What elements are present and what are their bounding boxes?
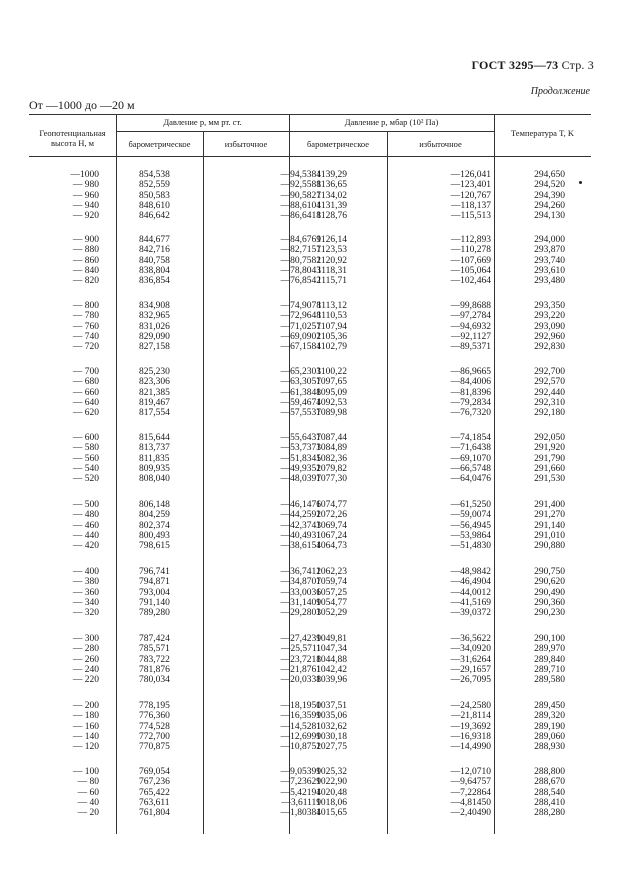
excess-mbar-values: —86,9665 —84,4006 —81,8396 —79,2834 —76,7320 <box>450 367 491 419</box>
document-header <box>471 58 594 73</box>
excess-mm-values: —74,9078 —72,9648 —71,0257 —69,0902 —67,1584 <box>280 301 321 353</box>
excess-mbar-values: —61,5250 —59,0074 —56,4945 —53,9864 —51,4830 <box>450 500 491 552</box>
excess-mbar-values: —12,0710 —9,64757 —7,22864 —4,81450 —2,40490 <box>450 767 491 819</box>
table-top-rule <box>29 114 591 115</box>
excess-mm-values: —65,2303 —63,3057 —61,3848 —59,4674 —57,5537 <box>280 367 321 419</box>
temperature-column-header: Температура T, K <box>510 128 575 138</box>
excess-mm-values: —18,1950 —16,3599 —14,5281 —12,6999 —10,8752 <box>280 701 321 753</box>
barometric-mm-values: 769,054 767,236 765,422 763,611 761,804 <box>139 767 170 819</box>
height-column-header: Геопотенциальная высота H, м <box>39 128 106 148</box>
excess-mbar-header: избыточное <box>419 139 462 149</box>
column-divider <box>203 131 204 834</box>
excess-mbar-values: —99,8688 —97,2784 —94,6932 —92,1127 —89,5371 <box>450 301 491 353</box>
excess-mbar-values: —126,041 —123,401 —120,767 —118,137 —115,513 <box>450 170 491 222</box>
barometric-mm-values: 834,908 832,965 831,026 829,090 827,158 <box>139 301 170 353</box>
barometric-mbar-values: 1049,81 1047,34 1044,88 1042,42 1039,96 <box>316 634 347 686</box>
excess-mm-values: —46,1476 —44,2592 —42,3743 —40,4931 —38,6154 <box>280 500 321 552</box>
excess-mbar-values: —48,9842 —46,4904 —44,0012 —41,5169 —39,0372 <box>450 567 491 619</box>
excess-mm-header: избыточное <box>224 139 268 149</box>
pressure-mm-header: Давление p, мм рт. ст. <box>163 117 242 127</box>
temperature-values: 294,650 294,520 294,390 294,260 294,130 <box>534 170 565 222</box>
temperature-values: 289,450 289,320 289,190 289,060 288,930 <box>534 701 565 753</box>
barometric-mbar-values: 1037,51 1035,06 1032,62 1030,18 1027,75 <box>316 701 347 753</box>
temperature-values: 292,700 292,570 292,440 292,310 292,180 <box>534 367 565 419</box>
barometric-mbar-values: 1062,23 1059,74 1057,25 1054,77 1052,29 <box>316 567 347 619</box>
barometric-mm-values: 825,230 823,306 821,385 819,467 817,554 <box>139 367 170 419</box>
page-number: Стр. 3 <box>561 58 594 72</box>
barometric-mbar-values: 1139,29 1136,65 1134,02 1131,39 1128,76 <box>316 170 347 222</box>
header-bottom-rule <box>29 156 591 157</box>
barometric-mm-values: 778,195 776,360 774,528 772,700 770,875 <box>139 701 170 753</box>
excess-mm-values: —9,05399 —7,23629 —5,42194 —3,61119 —1,80384 <box>280 767 321 819</box>
height-values: —1000 — 980 — 960 — 940 — 920 <box>70 170 99 222</box>
barometric-mm-values: 854,538 852,559 850,583 848,610 846,642 <box>139 170 170 222</box>
barometric-mm-values: 844,677 842,716 840,758 838,804 836,854 <box>139 235 170 287</box>
barometric-mbar-values: 1025,32 1022,90 1020,48 1018,06 1015,65 <box>316 767 347 819</box>
height-values: — 900 — 880 — 860 — 840 — 820 <box>72 235 99 287</box>
excess-mbar-values: —36,5622 —34,0920 —31,6264 —29,1657 —26,7095 <box>450 634 491 686</box>
excess-mbar-values: —24,2580 —21,8114 —19,3692 —16,9318 —14,4990 <box>450 701 491 753</box>
temperature-values: 290,100 289,970 289,840 289,710 289,580 <box>534 634 565 686</box>
barometric-mbar-values: 1113,12 1110,53 1107,94 1105,36 1102,79 <box>316 301 347 353</box>
temperature-values: 294,000 293,870 293,740 293,610 293,480 <box>534 235 565 287</box>
standard-number: ГОСТ 3295—73 <box>471 58 559 72</box>
excess-mbar-values: —74,1854 —71,6438 —69,1070 —66,5748 —64,0476 <box>450 433 491 485</box>
excess-mm-values: —27,4239 —25,5711 —23,7218 —21,8761 —20,0338 <box>280 634 321 686</box>
temperature-values: 293,350 293,220 293,090 292,960 292,830 <box>534 301 565 353</box>
data-table <box>29 114 591 834</box>
temperature-values: 292,050 291,920 291,790 291,660 291,530 <box>534 433 565 485</box>
height-values: — 300 — 280 — 260 — 240 — 220 <box>72 634 99 686</box>
barometric-mbar-values: 1074,77 1072,26 1069,74 1067,24 1064,73 <box>316 500 347 552</box>
barometric-mbar-values: 1100,22 1097,65 1095,09 1092,53 1089,98 <box>316 367 347 419</box>
barometric-mm-values: 806,148 804,259 802,374 800,493 798,615 <box>139 500 170 552</box>
temperature-values: 288,800 288,670 288,540 288,410 288,280 <box>534 767 565 819</box>
height-values: — 500 — 480 — 460 — 440 — 420 <box>72 500 99 552</box>
height-values: — 800 — 780 — 760 — 740 — 720 <box>72 301 99 353</box>
barometric-mbar-header: барометрическое <box>306 139 370 149</box>
column-divider <box>116 114 117 834</box>
print-speck-mark <box>579 181 582 184</box>
barometric-mbar-values: 1126,14 1123,53 1120,92 1118,31 1115,71 <box>316 235 347 287</box>
temperature-values: 291,400 291,270 291,140 291,010 290,880 <box>534 500 565 552</box>
barometric-mm-header: барометрическое <box>128 139 191 149</box>
column-divider <box>494 114 495 834</box>
height-values: — 400 — 380 — 360 — 340 — 320 <box>72 567 99 619</box>
pressure-mbar-header: Давление p, мбар (10² Па) <box>344 117 439 127</box>
continuation-label: Продолжение <box>530 86 590 97</box>
excess-mm-values: —55,6437 —53,7373 —51,8345 —49,9352 —48,0397 <box>280 433 321 485</box>
barometric-mbar-values: 1087,44 1084,89 1082,36 1079,82 1077,30 <box>316 433 347 485</box>
height-values: — 700 — 680 — 660 — 640 — 620 <box>72 367 99 419</box>
barometric-mm-values: 815,644 813,737 811,835 809,935 808,040 <box>139 433 170 485</box>
excess-mm-values: —36,7412 —34,8707 —33,0036 —31,1409 —29,2803 <box>280 567 321 619</box>
temperature-values: 290,750 290,620 290,490 290,360 290,230 <box>534 567 565 619</box>
excess-mbar-values: —112,893 —110,278 —107,669 —105,064 —102,464 <box>450 235 491 287</box>
excess-mm-values: —84,6769 —82,7157 —80,7582 —78,8043 —76,8542 <box>280 235 321 287</box>
barometric-mm-values: 796,741 794,871 793,004 791,140 789,280 <box>139 567 170 619</box>
barometric-mm-values: 787,424 785,571 783,722 781,876 780,034 <box>139 634 170 686</box>
height-values: — 100 — 80 — 60 — 40 — 20 <box>72 767 99 819</box>
height-values: — 600 — 580 — 560 — 540 — 520 <box>72 433 99 485</box>
column-divider <box>387 131 388 834</box>
range-title: От —1000 до —20 м <box>29 98 135 112</box>
excess-mm-values: —94,5384 —92,5588 —90,5827 —88,6104 —86,6418 <box>280 170 321 222</box>
height-values: — 200 — 180 — 160 — 140 — 120 <box>72 701 99 753</box>
header-mid-rule <box>116 131 494 132</box>
